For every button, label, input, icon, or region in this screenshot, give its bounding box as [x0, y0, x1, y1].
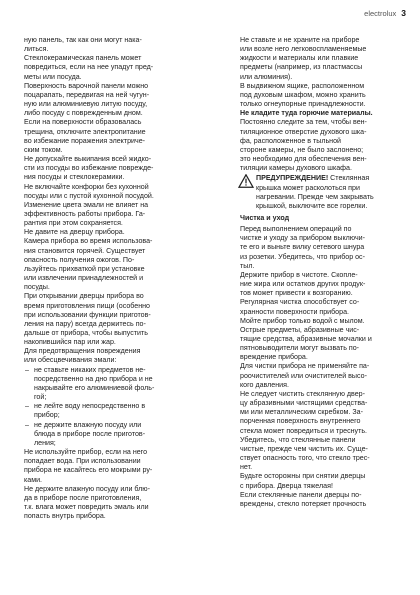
warning-block — [240, 174, 412, 211]
text-line: • Не допускайте выкипания всей жидко- — [24, 155, 196, 164]
brand-name: electrolux — [364, 8, 397, 18]
list-item — [240, 109, 412, 118]
text-line: чистке и уходу за прибором выключи- — [240, 234, 365, 243]
text-line: во избежание поражения электриче- — [24, 136, 146, 145]
warning-triangle-icon — [238, 174, 254, 188]
text-line: блюда в приборе после приготов- — [34, 429, 146, 438]
text-line: тящие средства, абразивные мочалки и — [240, 335, 372, 343]
text-line: • Для чистки прибора не применяйте па- — [240, 362, 412, 371]
list-item — [240, 491, 412, 509]
text-line: гой; — [34, 393, 47, 402]
text-line: из розетки. Убедитесь, что прибор ос- — [240, 252, 365, 261]
text-line: – не держите влажную посуду или — [24, 421, 196, 430]
text-line: попасть внутрь прибора. — [24, 512, 106, 521]
text-line: стекла может повредиться и треснуть. — [240, 426, 368, 435]
text-line: • Поверхность варочной панели можно — [24, 82, 196, 91]
text-line: Не кладите туда горючие материалы. — [240, 109, 373, 118]
text-line: кого давления. — [240, 380, 289, 389]
list-item — [24, 237, 196, 292]
text-line: прибор; — [34, 411, 60, 420]
list-item — [24, 82, 196, 119]
text-line: • Мойте прибор только водой с мылом. — [240, 317, 412, 326]
text-line: тыл. — [240, 261, 255, 270]
list-item — [240, 298, 412, 316]
text-line: • Держите прибор в чистоте. Скопле- — [240, 271, 412, 280]
warning-line: крышкой, выключите все горелки. — [256, 201, 368, 210]
text-line: да в приборе после приготовления, — [24, 493, 142, 502]
text-line: • Не следует чистить стеклянную двер- — [240, 390, 412, 399]
text-line: • Постоянно следите за тем, чтобы вен- — [240, 118, 412, 127]
text-line: тиляции камеры духового шкафа. — [240, 164, 352, 173]
text-line: • Убедитесь, что стеклянные панели — [240, 436, 412, 445]
text-line: те его и выньте вилку сетевого шнура — [240, 243, 365, 252]
sub-item — [24, 421, 196, 448]
text-line: • Перед выполнением операций по — [240, 225, 412, 234]
text-line: вреждение прибора. — [240, 353, 308, 362]
text-line: ния посуды и стеклокерамики. — [24, 173, 125, 182]
text-line: ние жира или остатков других продук- — [240, 280, 366, 289]
text-line: – не ставьте никаких предметов не- — [24, 366, 196, 375]
text-line: предметы (например, из пластмассы — [240, 63, 363, 72]
text-line: • Изменение цвета эмали не влияет на — [24, 201, 196, 210]
text-line: эффективность работы прибора. Га- — [24, 209, 146, 218]
list-item — [240, 36, 412, 82]
text-line: вреждены, стекло потеряет прочность — [240, 499, 367, 508]
text-line: или возле него легковоспламеняемые — [240, 45, 367, 54]
text-line: повредиться, если на нее упадут пред- — [24, 63, 154, 72]
text-line: • Для предотвращения повреждения — [24, 347, 196, 356]
right-top-list — [240, 36, 412, 173]
sub-item — [24, 402, 196, 420]
list-item — [240, 225, 412, 271]
page-header — [364, 8, 406, 18]
text-line: • Не включайте конфорки без кухонной — [24, 183, 196, 192]
text-line: накрывайте его алюминиевой фоль- — [34, 383, 155, 392]
text-line: посуды или с пустой кухонной посудой. — [24, 191, 154, 200]
text-line: только огнеупорные принадлежности. — [240, 100, 366, 109]
text-line: литься. — [24, 45, 49, 54]
text-line: посредственно на дно прибора и не — [34, 374, 153, 383]
warning-line: крышка может расколоться при — [256, 183, 360, 192]
left-column — [24, 36, 196, 521]
text-line: • В выдвижном ящике, расположенном — [240, 82, 412, 91]
text-line: стороне камеры, не было заслонено; — [240, 145, 364, 154]
text-line: с прибора. Дверца тяжелая! — [240, 481, 333, 490]
text-line: • Стеклокерамическая панель может — [24, 54, 196, 63]
page-number: 3 — [401, 8, 406, 18]
text-line: трещина, отключите электропитание — [24, 127, 146, 136]
text-line: либо посуду с поврежденным дном. — [24, 109, 143, 118]
list-item — [24, 228, 196, 237]
text-line: ления; — [34, 438, 56, 447]
warning-line: нагревании. Прежде чем закрывать — [256, 192, 374, 201]
text-line: ми или металлическим скребком. За- — [240, 408, 363, 417]
list-item — [24, 155, 196, 182]
list-item — [240, 82, 412, 109]
list-item — [24, 183, 196, 201]
text-line: прибора не касайтесь его мокрыми ру- — [24, 466, 153, 475]
text-line: ния становится горячей. Существует — [24, 246, 146, 255]
list-item — [240, 472, 412, 490]
text-line: накопившийся пар или жар. — [24, 338, 116, 347]
text-line: при использовании функции приготов- — [24, 310, 151, 319]
care-list — [240, 225, 412, 509]
warning-text — [256, 174, 374, 211]
text-line: меты или посуда. — [24, 72, 82, 81]
text-line: или извлечении принадлежностей и — [24, 274, 144, 283]
text-line: ствует опасность того, что стекло трес- — [240, 454, 370, 463]
text-line: тов может привести к возгоранию. — [240, 289, 353, 298]
text-line: фа, расположенное в тыльной — [240, 136, 342, 145]
list-item — [24, 292, 196, 347]
text-line: хранности поверхности прибора. — [240, 307, 349, 316]
text-line: ления на пару) всегда держитесь по- — [24, 319, 146, 328]
text-line: нет. — [240, 463, 253, 472]
right-column — [240, 36, 412, 509]
list-item — [240, 436, 412, 473]
list-item — [24, 485, 196, 522]
text-line: или алюминия). — [240, 72, 293, 81]
text-line: посуды. — [24, 283, 50, 292]
text-line: под духовым шкафом, можно хранить — [240, 90, 366, 99]
text-line: ную панель, так как они могут нака- — [24, 36, 142, 44]
list-item — [240, 390, 412, 436]
list-item — [24, 118, 196, 155]
text-line: жидкости и материалы или плавкие — [240, 54, 359, 63]
text-line: роочистителей или очистителей высо- — [240, 371, 367, 380]
text-line: опасность получения ожогов. По- — [24, 255, 135, 264]
text-line: • При открывании дверцы прибора во — [24, 292, 196, 301]
text-line: цу абразивными чистящими средства- — [240, 399, 368, 408]
list-item — [24, 201, 196, 228]
list-item — [24, 448, 196, 485]
care-heading: Чистка и уход — [240, 213, 290, 222]
text-line: • Не используйте прибор, если на него — [24, 448, 196, 457]
text-line: дальше от прибора, чтобы выпустить — [24, 329, 148, 337]
text-line: Острые предметы, абразивные чис- — [240, 325, 360, 334]
text-line: т.к. влага может повредить эмаль или — [24, 502, 149, 511]
warning-first-line: Стеклянная — [328, 174, 370, 183]
text-line: ским током. — [24, 145, 63, 154]
text-line: • Регулярная чистка способствует со- — [240, 298, 412, 307]
list-item — [24, 347, 196, 448]
text-line: ную или алюминиевую литую посуду, — [24, 100, 148, 109]
text-line: • Не давите на дверцу прибора. — [24, 228, 196, 237]
list-item — [24, 36, 196, 54]
text-line: чистые, прежде чем чистить их. Суще- — [240, 444, 368, 453]
text-line: тиляционное отверстие духового шка- — [240, 127, 367, 136]
text-line: • Не держите влажную посуду или блю- — [24, 485, 196, 494]
text-line: попадает вода. При использовании — [24, 457, 141, 466]
list-item — [240, 317, 412, 363]
text-line: льзуйтесь прихваткой при установке — [24, 264, 145, 273]
text-line: рантия при этом сохраняется. — [24, 219, 123, 228]
sub-item — [24, 366, 196, 403]
text-line: это необходимо для обеспечения вен- — [240, 155, 367, 164]
list-item — [240, 362, 412, 389]
list-item — [240, 271, 412, 298]
text-line: – не лейте воду непосредственно в — [24, 402, 196, 411]
text-line: • Камера прибора во время использова- — [24, 237, 196, 246]
text-line: • Если стеклянные панели дверцы по- — [240, 491, 412, 500]
text-line: время приготовления пищи (особенно — [24, 301, 150, 310]
text-line: пятновыводители могут вызвать по- — [240, 344, 360, 353]
text-line: • Будьте осторожны при снятии дверцы — [240, 472, 412, 481]
text-line: поцарапать, передвигая на ней чугун- — [24, 90, 150, 99]
list-item — [240, 118, 412, 173]
text-line: • Если на поверхности образовалась — [24, 118, 196, 127]
text-line: сти из посуды во избежание поврежде- — [24, 164, 154, 173]
list-item — [24, 54, 196, 81]
text-line: или обесцвечивания эмали: — [24, 356, 117, 365]
warning-title: ПРЕДУПРЕЖДЕНИЕ! — [256, 174, 329, 183]
text-line: • Не ставьте и не храните на приборе — [240, 36, 412, 45]
text-line: порченная поверхность внутреннего — [240, 417, 361, 426]
text-line: ками. — [24, 475, 43, 484]
